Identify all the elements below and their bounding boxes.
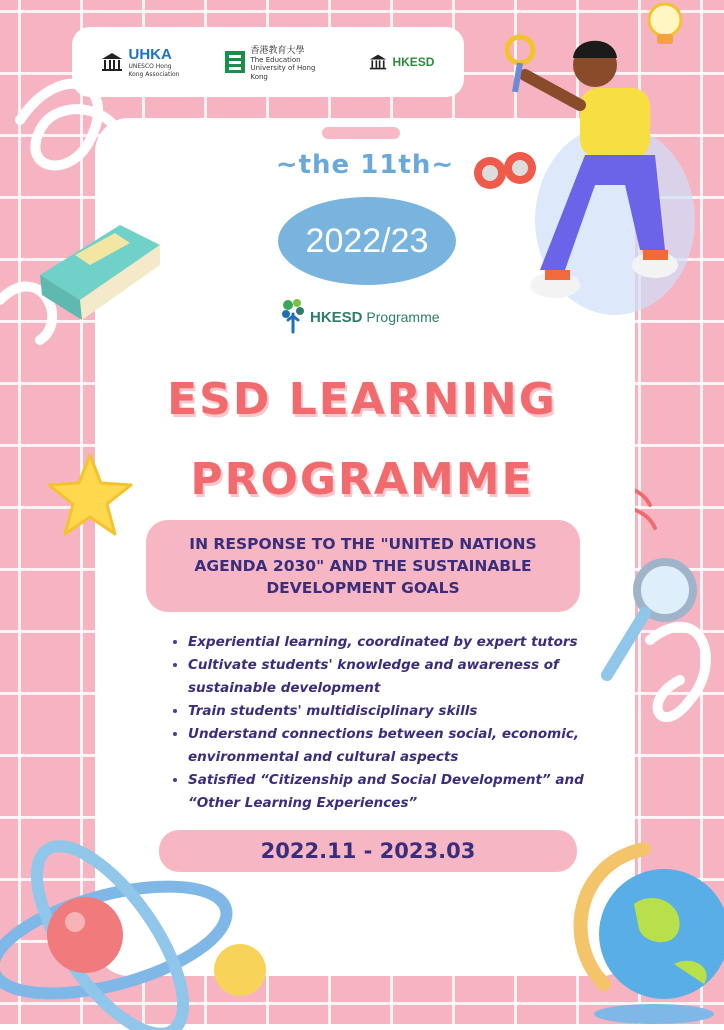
- programme-logo-text: HKESD Programme: [310, 308, 440, 326]
- lightbulb-icon: [640, 0, 690, 50]
- hkesd-partner-logo: [369, 53, 434, 71]
- year-badge: 2022/23: [278, 197, 456, 285]
- eduhk-chinese-name: 香港教育大學: [250, 45, 305, 56]
- programme-dates: 2022.11 - 2023.03: [159, 830, 577, 872]
- unesco-temple-icon: [369, 53, 387, 71]
- uhka-subtitle: UNESCO Hong Kong Association: [128, 63, 180, 78]
- title-line-1: ESD LEARNING: [167, 374, 557, 425]
- uhka-logo: [101, 46, 186, 77]
- card-notch: [322, 127, 400, 139]
- eduhk-emblem-icon: [225, 51, 245, 73]
- edition-label: ~the 11th~: [275, 150, 455, 180]
- uhka-wordmark: UHKA: [128, 46, 172, 64]
- response-banner: IN RESPONSE TO THE "UNITED NATIONS AGENDA 2030" AND THE SUSTAINABLE DEVELOPMENT GOALS: [146, 520, 580, 612]
- feature-list: [170, 631, 608, 815]
- page-title: [120, 360, 604, 520]
- globe-illustration: [564, 834, 724, 1024]
- title-line-2: PROGRAMME: [190, 454, 534, 505]
- hkesd-programme-logo: [280, 298, 440, 336]
- hkesd-wordmark: HKESD: [392, 55, 435, 69]
- list-item: • Cultivate students' knowledge and awareness of sustainable development: [188, 654, 608, 700]
- student-character-illustration: [505, 20, 705, 320]
- partner-logo-bar: [72, 27, 464, 97]
- eduhk-english-name: The Education University of Hong Kong: [250, 55, 316, 81]
- magnifying-glass-icon: [595, 555, 705, 685]
- list-item: • Experiential learning, coordinated by expert tutors: [188, 631, 608, 654]
- book-icon: [30, 205, 170, 335]
- eduhk-logo: [225, 43, 330, 81]
- list-item: • Satisfied “Citizenship and Social Development” and “Other Learning Experiences”: [188, 769, 608, 815]
- people-tree-icon: [280, 298, 306, 336]
- list-item: • Understand connections between social, economic, environmental and cultural aspects: [188, 723, 608, 769]
- unesco-temple-icon: [101, 51, 123, 73]
- list-item: • Train students' multidisciplinary skills: [188, 700, 608, 723]
